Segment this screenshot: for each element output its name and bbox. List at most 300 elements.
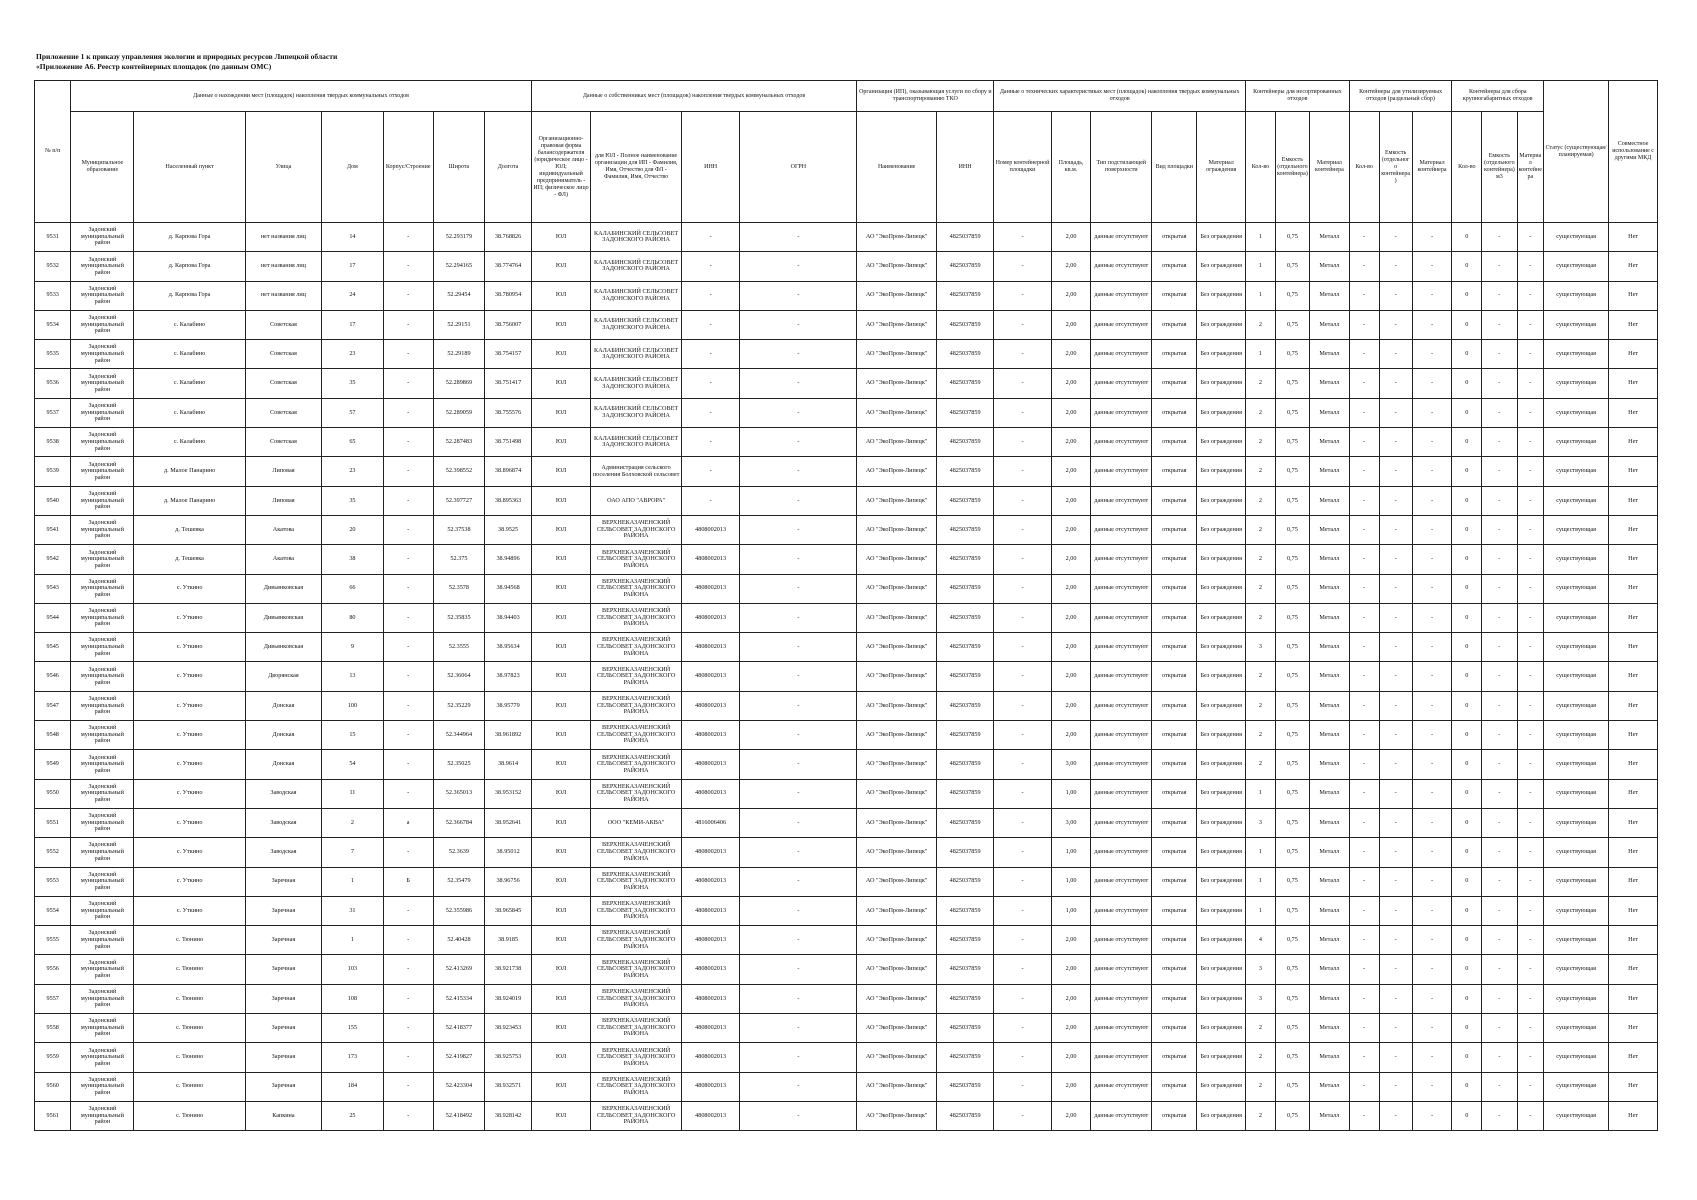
cell-owner-name: КАЛАБИНСКИЙ СЕЛЬСОВЕТ ЗАДОНСКОГО РАЙОНА xyxy=(591,252,682,281)
cell-unsorted-material: Металл xyxy=(1310,926,1350,955)
cell-latitude: 52.294165 xyxy=(433,252,485,281)
cell-recyclable-capacity: - xyxy=(1379,398,1412,427)
cell-municipality: Задонский муниципальный район xyxy=(71,310,134,339)
cell-bulky-count: 0 xyxy=(1452,1072,1482,1101)
cell-fence: Без ограждения xyxy=(1197,340,1246,369)
cell-recyclable-count: - xyxy=(1349,545,1379,574)
header-unsorted-material: Материал контейнера xyxy=(1310,112,1350,223)
cell-fence: Без ограждения xyxy=(1197,662,1246,691)
cell-latitude: 52.29454 xyxy=(433,281,485,310)
cell-bulky-capacity: - xyxy=(1482,867,1517,896)
cell-site-number: - xyxy=(994,574,1051,603)
cell-no: 9533 xyxy=(35,281,71,310)
cell-bulky-capacity: - xyxy=(1482,633,1517,662)
cell-operator-name: АО "ЭкоПром-Липецк" xyxy=(857,369,936,398)
header-bulky-count: Кол-во xyxy=(1452,112,1482,223)
cell-settlement: с. Уткино xyxy=(134,896,246,925)
cell-unsorted-material: Металл xyxy=(1310,223,1350,252)
cell-bulky-count: 0 xyxy=(1452,779,1482,808)
cell-bulky-capacity: - xyxy=(1482,1014,1517,1043)
cell-owner-ogrn: - xyxy=(740,779,857,808)
cell-unsorted-count: 2 xyxy=(1246,428,1276,457)
cell-longitude: 38.780954 xyxy=(485,281,531,310)
cell-legal-form: ЮЛ xyxy=(531,545,591,574)
header-owner-name: для ЮЛ - Полное наименование организации для ИП - Фамилия, Имя, Отчество для ФЛ - Фамилия, Имя, Отчество xyxy=(591,112,682,223)
cell-bulky-capacity: - xyxy=(1482,779,1517,808)
cell-status: существующая xyxy=(1544,223,1609,252)
cell-latitude: 52.289059 xyxy=(433,398,485,427)
cell-owner-inn: 4808002013 xyxy=(681,603,740,632)
cell-legal-form: ЮЛ xyxy=(531,808,591,837)
cell-bulky-capacity: - xyxy=(1482,428,1517,457)
cell-bulky-material: - xyxy=(1517,926,1544,955)
cell-owner-ogrn: - xyxy=(740,984,857,1013)
cell-owner-ogrn: - xyxy=(740,691,857,720)
cell-unsorted-material: Металл xyxy=(1310,867,1350,896)
cell-unsorted-material: Металл xyxy=(1310,281,1350,310)
cell-building: Б xyxy=(383,867,433,896)
cell-recyclable-material: - xyxy=(1412,457,1452,486)
cell-municipality: Задонский муниципальный район xyxy=(71,457,134,486)
cell-street: Заречная xyxy=(245,1043,321,1072)
table-row xyxy=(35,896,1658,925)
cell-bulky-material: - xyxy=(1517,1101,1544,1130)
cell-building: - xyxy=(383,428,433,457)
cell-owner-inn: 4808002013 xyxy=(681,1043,740,1072)
cell-owner-inn: 4808002013 xyxy=(681,721,740,750)
cell-unsorted-capacity: 0,75 xyxy=(1275,721,1309,750)
cell-site-type: открытая xyxy=(1152,750,1197,779)
cell-unsorted-capacity: 0,75 xyxy=(1275,1014,1309,1043)
cell-street: Заречная xyxy=(245,926,321,955)
cell-area: 2,00 xyxy=(1051,281,1091,310)
cell-owner-ogrn: - xyxy=(740,457,857,486)
cell-house: 17 xyxy=(322,310,384,339)
cell-owner-ogrn: - xyxy=(740,721,857,750)
cell-operator-name: АО "ЭкоПром-Липецк" xyxy=(857,574,936,603)
cell-area: 2,00 xyxy=(1051,691,1091,720)
cell-longitude: 38.921738 xyxy=(485,955,531,984)
cell-recyclable-capacity: - xyxy=(1379,457,1412,486)
cell-owner-ogrn: - xyxy=(740,428,857,457)
cell-municipality: Задонский муниципальный район xyxy=(71,633,134,662)
cell-operator-inn: 4825037859 xyxy=(936,926,993,955)
cell-longitude: 38.925753 xyxy=(485,1043,531,1072)
cell-status: существующая xyxy=(1544,1043,1609,1072)
cell-unsorted-capacity: 0,75 xyxy=(1275,926,1309,955)
cell-recyclable-count: - xyxy=(1349,779,1379,808)
cell-unsorted-count: 2 xyxy=(1246,310,1276,339)
cell-fence: Без ограждения xyxy=(1197,398,1246,427)
cell-house: 11 xyxy=(322,779,384,808)
cell-unsorted-count: 1 xyxy=(1246,281,1276,310)
cell-unsorted-capacity: 0,75 xyxy=(1275,1101,1309,1130)
cell-house: 2 xyxy=(322,808,384,837)
cell-site-type: открытая xyxy=(1152,838,1197,867)
cell-unsorted-capacity: 0,75 xyxy=(1275,955,1309,984)
cell-no: 9560 xyxy=(35,1072,71,1101)
cell-legal-form: ЮЛ xyxy=(531,779,591,808)
cell-recyclable-capacity: - xyxy=(1379,1043,1412,1072)
cell-bulky-count: 0 xyxy=(1452,721,1482,750)
cell-owner-inn: 4808002013 xyxy=(681,838,740,867)
cell-longitude: 38.961892 xyxy=(485,721,531,750)
cell-site-type: открытая xyxy=(1152,603,1197,632)
cell-unsorted-count: 3 xyxy=(1246,984,1276,1013)
cell-area: 1,00 xyxy=(1051,779,1091,808)
table-row xyxy=(35,603,1658,632)
cell-legal-form: ЮЛ xyxy=(531,838,591,867)
cell-fence: Без ограждения xyxy=(1197,223,1246,252)
cell-unsorted-count: 1 xyxy=(1246,838,1276,867)
cell-owner-ogrn: - xyxy=(740,896,857,925)
cell-site-number: - xyxy=(994,545,1051,574)
header-shared: Совместное использование с другими МКД xyxy=(1609,81,1658,223)
table-row xyxy=(35,1014,1658,1043)
cell-no: 9539 xyxy=(35,457,71,486)
cell-legal-form: ЮЛ xyxy=(531,486,591,515)
cell-site-type: открытая xyxy=(1152,310,1197,339)
cell-recyclable-material: - xyxy=(1412,398,1452,427)
cell-street: Заводская xyxy=(245,779,321,808)
cell-municipality: Задонский муниципальный район xyxy=(71,1101,134,1130)
cell-fence: Без ограждения xyxy=(1197,1072,1246,1101)
cell-fence: Без ограждения xyxy=(1197,281,1246,310)
cell-status: существующая xyxy=(1544,691,1609,720)
cell-area: 2,00 xyxy=(1051,340,1091,369)
cell-shared: Нет xyxy=(1609,515,1658,544)
cell-bulky-material: - xyxy=(1517,691,1544,720)
cell-no: 9549 xyxy=(35,750,71,779)
cell-building: - xyxy=(383,398,433,427)
cell-surface: данные отсутствуют xyxy=(1091,662,1152,691)
cell-building: - xyxy=(383,721,433,750)
cell-street: нет названия лиц xyxy=(245,281,321,310)
cell-bulky-material: - xyxy=(1517,838,1544,867)
cell-owner-name: ВЕРХНЕКАЗАЧЕНСКИЙ СЕЛЬСОВЕТ ЗАДОНСКОГО РАЙОНА xyxy=(591,779,682,808)
cell-recyclable-capacity: - xyxy=(1379,808,1412,837)
cell-bulky-count: 0 xyxy=(1452,838,1482,867)
cell-municipality: Задонский муниципальный район xyxy=(71,486,134,515)
cell-recyclable-count: - xyxy=(1349,691,1379,720)
cell-bulky-capacity: - xyxy=(1482,369,1517,398)
cell-building: - xyxy=(383,750,433,779)
cell-longitude: 38.94896 xyxy=(485,545,531,574)
cell-building: - xyxy=(383,310,433,339)
cell-shared: Нет xyxy=(1609,252,1658,281)
header-operator-name: Наименование xyxy=(857,112,936,223)
cell-no: 9552 xyxy=(35,838,71,867)
cell-shared: Нет xyxy=(1609,1101,1658,1130)
cell-operator-inn: 4825037859 xyxy=(936,691,993,720)
cell-status: существующая xyxy=(1544,750,1609,779)
cell-building: - xyxy=(383,223,433,252)
cell-bulky-count: 0 xyxy=(1452,457,1482,486)
cell-owner-ogrn: - xyxy=(740,515,857,544)
table-row xyxy=(35,281,1658,310)
cell-unsorted-capacity: 0,75 xyxy=(1275,281,1309,310)
cell-site-type: открытая xyxy=(1152,369,1197,398)
cell-owner-ogrn: - xyxy=(740,838,857,867)
cell-owner-inn: 4808002013 xyxy=(681,1014,740,1043)
cell-site-type: открытая xyxy=(1152,1043,1197,1072)
cell-site-number: - xyxy=(994,1072,1051,1101)
cell-bulky-material: - xyxy=(1517,545,1544,574)
cell-site-number: - xyxy=(994,662,1051,691)
cell-legal-form: ЮЛ xyxy=(531,1101,591,1130)
cell-bulky-material: - xyxy=(1517,779,1544,808)
cell-municipality: Задонский муниципальный район xyxy=(71,984,134,1013)
cell-bulky-capacity: - xyxy=(1482,1072,1517,1101)
cell-unsorted-capacity: 0,75 xyxy=(1275,779,1309,808)
cell-bulky-count: 0 xyxy=(1452,867,1482,896)
cell-site-type: открытая xyxy=(1152,867,1197,896)
cell-operator-inn: 4825037859 xyxy=(936,603,993,632)
cell-owner-name: ВЕРХНЕКАЗАЧЕНСКИЙ СЕЛЬСОВЕТ ЗАДОНСКОГО РАЙОНА xyxy=(591,662,682,691)
cell-site-type: открытая xyxy=(1152,574,1197,603)
cell-settlement: с. Калабино xyxy=(134,340,246,369)
cell-longitude: 38.932571 xyxy=(485,1072,531,1101)
table-row xyxy=(35,1072,1658,1101)
cell-recyclable-count: - xyxy=(1349,721,1379,750)
table-row xyxy=(35,808,1658,837)
cell-unsorted-capacity: 0,75 xyxy=(1275,867,1309,896)
cell-owner-ogrn: - xyxy=(740,574,857,603)
cell-area: 2,00 xyxy=(1051,1101,1091,1130)
cell-recyclable-capacity: - xyxy=(1379,662,1412,691)
cell-no: 9534 xyxy=(35,310,71,339)
cell-fence: Без ограждения xyxy=(1197,574,1246,603)
cell-latitude: 52.3639 xyxy=(433,838,485,867)
cell-status: существующая xyxy=(1544,369,1609,398)
cell-recyclable-material: - xyxy=(1412,721,1452,750)
cell-operator-name: АО "ЭкоПром-Липецк" xyxy=(857,779,936,808)
cell-recyclable-capacity: - xyxy=(1379,252,1412,281)
cell-recyclable-capacity: - xyxy=(1379,838,1412,867)
cell-bulky-capacity: - xyxy=(1482,486,1517,515)
cell-no: 9551 xyxy=(35,808,71,837)
cell-fence: Без ограждения xyxy=(1197,633,1246,662)
cell-unsorted-count: 3 xyxy=(1246,808,1276,837)
cell-site-type: открытая xyxy=(1152,515,1197,544)
cell-no: 9531 xyxy=(35,223,71,252)
cell-settlement: с. Уткино xyxy=(134,603,246,632)
cell-latitude: 52.289869 xyxy=(433,369,485,398)
cell-recyclable-count: - xyxy=(1349,223,1379,252)
cell-municipality: Задонский муниципальный район xyxy=(71,662,134,691)
cell-recyclable-count: - xyxy=(1349,633,1379,662)
cell-house: 57 xyxy=(322,398,384,427)
cell-bulky-count: 0 xyxy=(1452,633,1482,662)
cell-owner-name: КАЛАБИНСКИЙ СЕЛЬСОВЕТ ЗАДОНСКОГО РАЙОНА xyxy=(591,223,682,252)
cell-area: 2,00 xyxy=(1051,926,1091,955)
cell-latitude: 52.397727 xyxy=(433,486,485,515)
cell-unsorted-capacity: 0,75 xyxy=(1275,1043,1309,1072)
cell-owner-ogrn: - xyxy=(740,340,857,369)
cell-shared: Нет xyxy=(1609,223,1658,252)
table-row xyxy=(35,428,1658,457)
cell-recyclable-capacity: - xyxy=(1379,223,1412,252)
cell-operator-inn: 4825037859 xyxy=(936,867,993,896)
cell-site-number: - xyxy=(994,779,1051,808)
cell-fence: Без ограждения xyxy=(1197,896,1246,925)
cell-legal-form: ЮЛ xyxy=(531,662,591,691)
cell-legal-form: ЮЛ xyxy=(531,281,591,310)
header-owner-inn: ИНН xyxy=(681,112,740,223)
cell-status: существующая xyxy=(1544,603,1609,632)
cell-unsorted-capacity: 0,75 xyxy=(1275,896,1309,925)
cell-fence: Без ограждения xyxy=(1197,750,1246,779)
cell-street: Донская xyxy=(245,691,321,720)
cell-site-type: открытая xyxy=(1152,633,1197,662)
cell-recyclable-material: - xyxy=(1412,750,1452,779)
cell-operator-name: АО "ЭкоПром-Липецк" xyxy=(857,310,936,339)
cell-recyclable-capacity: - xyxy=(1379,428,1412,457)
cell-operator-inn: 4825037859 xyxy=(936,721,993,750)
cell-street: Заречная xyxy=(245,984,321,1013)
cell-unsorted-capacity: 0,75 xyxy=(1275,662,1309,691)
cell-building: - xyxy=(383,633,433,662)
cell-owner-inn: 4808002013 xyxy=(681,926,740,955)
cell-no: 9547 xyxy=(35,691,71,720)
cell-bulky-count: 0 xyxy=(1452,896,1482,925)
cell-house: 103 xyxy=(322,955,384,984)
cell-legal-form: ЮЛ xyxy=(531,340,591,369)
cell-owner-inn: - xyxy=(681,223,740,252)
cell-operator-name: АО "ЭкоПром-Липецк" xyxy=(857,926,936,955)
cell-operator-inn: 4825037859 xyxy=(936,779,993,808)
cell-owner-ogrn: - xyxy=(740,662,857,691)
cell-latitude: 52.3578 xyxy=(433,574,485,603)
cell-recyclable-capacity: - xyxy=(1379,691,1412,720)
cell-building: - xyxy=(383,662,433,691)
cell-municipality: Задонский муниципальный район xyxy=(71,896,134,925)
cell-status: существующая xyxy=(1544,633,1609,662)
header-site-type: Вид площадки xyxy=(1152,112,1197,223)
cell-building: - xyxy=(383,926,433,955)
cell-bulky-capacity: - xyxy=(1482,1043,1517,1072)
cell-bulky-capacity: - xyxy=(1482,398,1517,427)
cell-owner-ogrn: - xyxy=(740,808,857,837)
cell-recyclable-material: - xyxy=(1412,926,1452,955)
cell-legal-form: ЮЛ xyxy=(531,252,591,281)
cell-recyclable-material: - xyxy=(1412,808,1452,837)
cell-street: Донская xyxy=(245,750,321,779)
cell-latitude: 52.423304 xyxy=(433,1072,485,1101)
header-site-number: Номер контейнерной площадки xyxy=(994,112,1051,223)
cell-owner-name: ВЕРХНЕКАЗАЧЕНСКИЙ СЕЛЬСОВЕТ ЗАДОНСКОГО РАЙОНА xyxy=(591,1014,682,1043)
cell-bulky-material: - xyxy=(1517,867,1544,896)
cell-operator-inn: 4825037859 xyxy=(936,633,993,662)
cell-operator-name: АО "ЭкоПром-Липецк" xyxy=(857,721,936,750)
table-row xyxy=(35,984,1658,1013)
cell-operator-name: АО "ЭкоПром-Липецк" xyxy=(857,603,936,632)
cell-shared: Нет xyxy=(1609,896,1658,925)
cell-area: 2,00 xyxy=(1051,515,1091,544)
cell-owner-name: КАЛАБИНСКИЙ СЕЛЬСОВЕТ ЗАДОНСКОГО РАЙОНА xyxy=(591,310,682,339)
cell-site-type: открытая xyxy=(1152,721,1197,750)
cell-building: а xyxy=(383,808,433,837)
cell-legal-form: ЮЛ xyxy=(531,603,591,632)
cell-bulky-material: - xyxy=(1517,486,1544,515)
cell-shared: Нет xyxy=(1609,1043,1658,1072)
cell-unsorted-material: Металл xyxy=(1310,486,1350,515)
cell-legal-form: ЮЛ xyxy=(531,721,591,750)
cell-longitude: 38.97823 xyxy=(485,662,531,691)
cell-municipality: Задонский муниципальный район xyxy=(71,281,134,310)
cell-recyclable-material: - xyxy=(1412,779,1452,808)
table-row xyxy=(35,457,1658,486)
cell-surface: данные отсутствуют xyxy=(1091,838,1152,867)
cell-area: 1,00 xyxy=(1051,896,1091,925)
cell-owner-inn: 4808002013 xyxy=(681,662,740,691)
cell-building: - xyxy=(383,838,433,867)
cell-longitude: 38.95634 xyxy=(485,633,531,662)
cell-house: 100 xyxy=(322,691,384,720)
cell-recyclable-capacity: - xyxy=(1379,574,1412,603)
table-row xyxy=(35,838,1658,867)
cell-operator-name: АО "ЭкоПром-Липецк" xyxy=(857,281,936,310)
cell-area: 2,00 xyxy=(1051,633,1091,662)
cell-recyclable-count: - xyxy=(1349,955,1379,984)
cell-owner-inn: 4808002013 xyxy=(681,750,740,779)
cell-area: 2,00 xyxy=(1051,955,1091,984)
cell-house: 23 xyxy=(322,340,384,369)
cell-unsorted-material: Металл xyxy=(1310,603,1350,632)
cell-shared: Нет xyxy=(1609,340,1658,369)
cell-settlement: с. Тюнино xyxy=(134,926,246,955)
cell-house: 20 xyxy=(322,515,384,544)
cell-bulky-material: - xyxy=(1517,369,1544,398)
cell-bulky-material: - xyxy=(1517,515,1544,544)
cell-unsorted-material: Металл xyxy=(1310,428,1350,457)
cell-unsorted-count: 2 xyxy=(1246,398,1276,427)
cell-operator-name: АО "ЭкоПром-Липецк" xyxy=(857,633,936,662)
cell-longitude: 38.96756 xyxy=(485,867,531,896)
cell-owner-inn: 4816006406 xyxy=(681,808,740,837)
cell-owner-inn: - xyxy=(681,310,740,339)
cell-latitude: 52.36064 xyxy=(433,662,485,691)
cell-surface: данные отсутствуют xyxy=(1091,223,1152,252)
header-group-location: Данные о нахождении мест (площадок) накопления твердых коммунальных отходов xyxy=(71,81,531,112)
cell-site-number: - xyxy=(994,984,1051,1013)
cell-fence: Без ограждения xyxy=(1197,457,1246,486)
cell-recyclable-capacity: - xyxy=(1379,867,1412,896)
cell-unsorted-material: Металл xyxy=(1310,310,1350,339)
cell-unsorted-count: 3 xyxy=(1246,955,1276,984)
cell-legal-form: ЮЛ xyxy=(531,896,591,925)
cell-house: 24 xyxy=(322,281,384,310)
cell-bulky-count: 0 xyxy=(1452,662,1482,691)
cell-recyclable-material: - xyxy=(1412,369,1452,398)
cell-owner-inn: 4808002013 xyxy=(681,691,740,720)
cell-status: существующая xyxy=(1544,896,1609,925)
cell-owner-inn: 4808002013 xyxy=(681,896,740,925)
cell-unsorted-material: Металл xyxy=(1310,896,1350,925)
cell-street: Акатова xyxy=(245,545,321,574)
cell-shared: Нет xyxy=(1609,1014,1658,1043)
cell-longitude: 38.896874 xyxy=(485,457,531,486)
cell-recyclable-material: - xyxy=(1412,310,1452,339)
cell-unsorted-capacity: 0,75 xyxy=(1275,984,1309,1013)
cell-bulky-count: 0 xyxy=(1452,398,1482,427)
cell-longitude: 38.94568 xyxy=(485,574,531,603)
cell-unsorted-capacity: 0,75 xyxy=(1275,750,1309,779)
cell-bulky-capacity: - xyxy=(1482,252,1517,281)
cell-operator-name: АО "ЭкоПром-Липецк" xyxy=(857,252,936,281)
cell-building: - xyxy=(383,1101,433,1130)
cell-surface: данные отсутствуют xyxy=(1091,1014,1152,1043)
